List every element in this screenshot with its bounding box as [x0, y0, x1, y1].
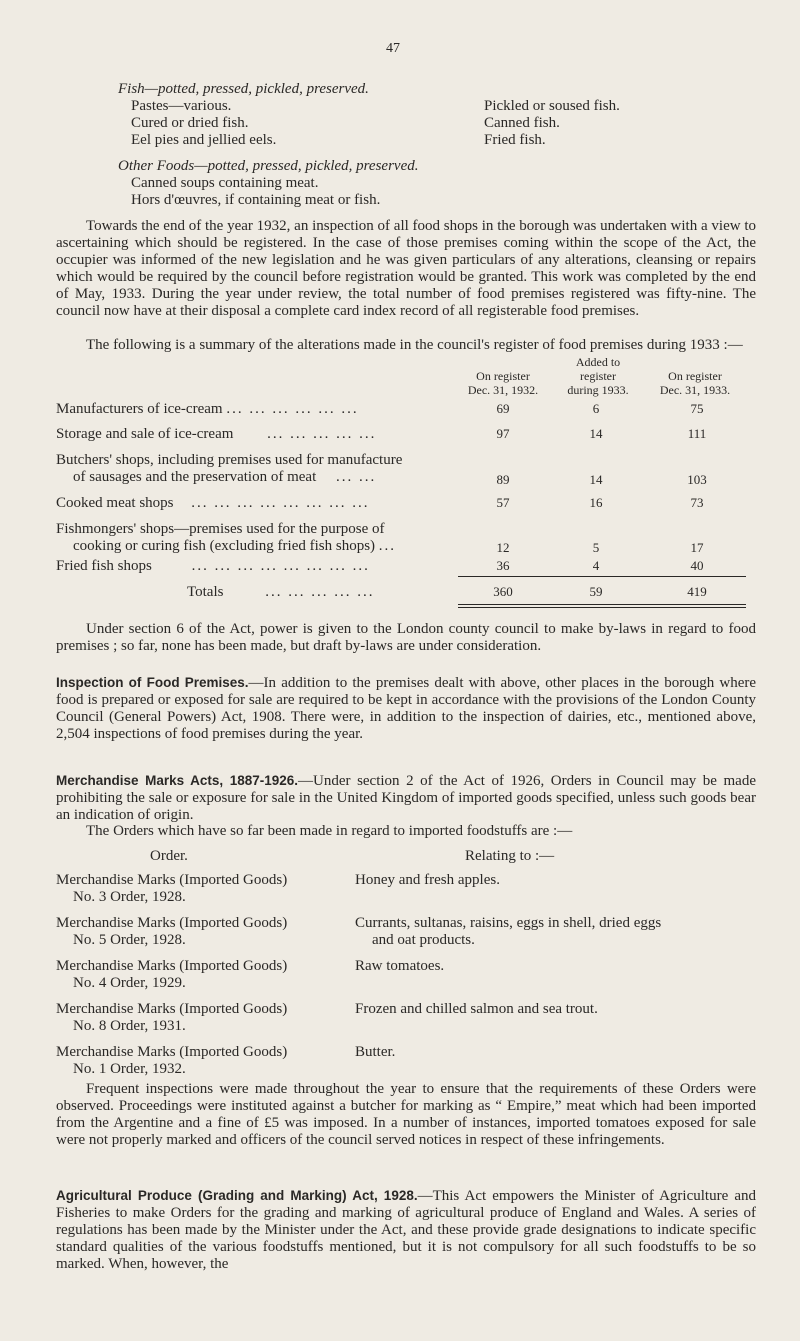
- orders-intro: The Orders which have so far been made in regard to imported foodstuffs are :—: [86, 823, 573, 839]
- table-cell: 4: [592, 558, 600, 573]
- header-line: Dec. 31, 1933.: [659, 383, 731, 397]
- table-cell: 75: [690, 401, 704, 416]
- order-name: Merchandise Marks (Imported Goods): [56, 915, 288, 931]
- totals-double-rule-top: [458, 604, 746, 605]
- table-row-label: [56, 452, 402, 469]
- paragraph-merchandise-marks: [56, 772, 756, 824]
- header-line: On register: [668, 369, 722, 383]
- table-total-cell: 360: [493, 584, 513, 599]
- fish-item: Eel pies and jellied eels.: [131, 132, 277, 148]
- table-header-col2: [558, 355, 638, 397]
- header-line: On register: [476, 369, 530, 383]
- table-row-label: [56, 426, 376, 443]
- table-cell: 14: [589, 426, 603, 441]
- table-header-col1: [458, 369, 548, 397]
- orders-column-order: Order.: [150, 848, 188, 864]
- header-line: Dec. 31, 1932.: [467, 383, 539, 397]
- table-cell: 97: [496, 426, 510, 441]
- order-relating: Raw tomatoes.: [355, 958, 445, 974]
- orders-column-relating: Relating to :—: [465, 848, 555, 864]
- table-total-cell: 59: [589, 584, 603, 599]
- row-label-text: Cooked meat shops: [56, 495, 174, 511]
- table-cell: 40: [690, 558, 704, 573]
- paragraph-inspection-food-premises: [56, 674, 756, 743]
- order-name: Merchandise Marks (Imported Goods): [56, 872, 288, 888]
- section-heading: Inspection of Food Premises.: [56, 675, 249, 690]
- leader-dots: ...: [378, 538, 397, 554]
- table-cell: 57: [496, 495, 510, 510]
- order-number: No. 8 Order, 1931.: [73, 1018, 186, 1034]
- table-total-cell: 419: [687, 584, 707, 599]
- fish-item: Pastes—various.: [131, 98, 232, 114]
- table-row-label: [73, 469, 376, 486]
- page-number: 47: [386, 41, 400, 56]
- row-label-text: Fried fish shops: [56, 558, 152, 574]
- table-cell: 69: [496, 401, 510, 416]
- section-heading: Agricultural Produce (Grading and Marking) Act, 1928.: [56, 1188, 418, 1203]
- table-cell: 36: [496, 558, 510, 573]
- leader-dots: ... ... ... ... ... ... ... ...: [191, 558, 370, 574]
- other-foods-item: Hors d'œuvres, if containing meat or fish.: [131, 192, 381, 208]
- table-row-label: [56, 401, 359, 418]
- fish-item: Canned fish.: [484, 115, 560, 131]
- row-label-text: cooking or curing fish (excluding fried fish shops): [73, 538, 376, 554]
- row-label-text: Fishmongers' shops—premises used for the purpose of: [56, 521, 385, 537]
- order-number: No. 4 Order, 1929.: [73, 975, 186, 991]
- row-label-text: of sausages and the preservation of meat: [73, 469, 317, 485]
- order-relating: Frozen and chilled salmon and sea trout.: [355, 1001, 598, 1017]
- order-name: Merchandise Marks (Imported Goods): [56, 1044, 288, 1060]
- fish-item: Fried fish.: [484, 132, 546, 148]
- table-cell: 14: [589, 472, 603, 487]
- leader-dots: ... ... ... ... ...: [267, 426, 377, 442]
- table-row-label: [56, 558, 370, 575]
- header-line: during 1933.: [567, 383, 629, 397]
- table-row-label: [73, 538, 396, 555]
- table-row-label: [56, 521, 385, 538]
- order-name: Merchandise Marks (Imported Goods): [56, 1001, 288, 1017]
- order-number: No. 3 Order, 1928.: [73, 889, 186, 905]
- table-header-col3: [645, 369, 745, 397]
- table-row-label: [56, 495, 370, 512]
- order-number: No. 1 Order, 1932.: [73, 1061, 186, 1077]
- leader-dots: ... ...: [336, 469, 377, 485]
- summary-intro: The following is a summary of the alterations made in the council's register of food premises during 1933 :—: [86, 337, 743, 353]
- table-cell: 111: [687, 426, 707, 441]
- table-cell: 12: [496, 540, 510, 555]
- section-text: —In addition to the premises dealt with above, other places in the borough where food is prepared or exposed for sale are required to be kept in accordance with the provisions of the London County Council (General Powers) Act, 1908. There were, in addition to the inspection of dairies, etc., mentioned above, 2,504 inspections of food premises during the year.: [56, 675, 756, 742]
- order-number: No. 5 Order, 1928.: [73, 932, 186, 948]
- table-cell: 73: [690, 495, 704, 510]
- table-cell: 17: [690, 540, 704, 555]
- totals-double-rule-bottom: [458, 607, 746, 608]
- order-name: Merchandise Marks (Imported Goods): [56, 958, 288, 974]
- section-text: —This Act empowers the Minister of Agriculture and Fisheries to make Orders for the grading and marking of agricultural produce of England and Wales. A series of regulations has been made by the Minister under the Act, and these provide grade designations to indicate specific standard qualities of the various foodstuffs mentioned, but it is not compulsory for all such foodstuffs to be so marked. When, however, the: [56, 1188, 756, 1272]
- section-heading: Merchandise Marks Acts, 1887-1926.: [56, 773, 299, 788]
- paragraph-section-6: Under section 6 of the Act, power is given to the London county council to make by-laws in regard to food premises ; so far, none has been made, but draft by-laws are under consideration.: [56, 621, 756, 654]
- fish-heading: Fish—potted, pressed, pickled, preserved.: [118, 81, 369, 97]
- other-foods-item: Canned soups containing meat.: [131, 175, 319, 191]
- table-cell: 6: [592, 401, 600, 416]
- order-relating: Butter.: [355, 1044, 396, 1060]
- table-cell: 103: [687, 472, 707, 487]
- totals-text: Totals: [187, 584, 224, 600]
- header-line: register: [580, 369, 616, 383]
- fish-item: Pickled or soused fish.: [484, 98, 620, 114]
- fish-item: Cured or dried fish.: [131, 115, 249, 131]
- order-relating: and oat products.: [372, 932, 475, 948]
- paragraph-frequent-inspections: Frequent inspections were made throughout the year to ensure that the requirements of these Orders were observed. Proceedings were instituted against a butcher for marking as “ Empire,” meat which had been imported from the Argentine and a fine of £5 was imposed. In a number of instances, imported tomatoes exposed for sale were not properly marked and officers of the council served notices in respect of these infringements.: [56, 1081, 756, 1148]
- row-label-text: Storage and sale of ice-cream: [56, 426, 234, 442]
- paragraph-agricultural-produce: [56, 1187, 756, 1273]
- table-cell: 5: [592, 540, 600, 555]
- section-text: —Under section 2 of the Act of 1926, Orders in Council may be made prohibiting the sale or exposure for sale in the United Kingdom of imported goods specified, unless such goods bear an indication of origin.: [56, 773, 756, 823]
- totals-top-rule: [458, 576, 746, 577]
- other-foods-heading: Other Foods—potted, pressed, pickled, preserved.: [118, 158, 419, 174]
- totals-label: [187, 584, 374, 601]
- header-line: Added to: [575, 355, 621, 369]
- leader-dots: ... ... ... ... ... ... ... ...: [191, 495, 370, 511]
- paragraph-inspection-1932: Towards the end of the year 1932, an inspection of all food shops in the borough was undertaken with a view to ascertaining which should be registered. In the case of those premises coming within the scope of the Act, the occupier was informed of the new legislation and he was given particulars of any alterations, cleansing or repairs which would be required by the council before registration would be granted. This work was completed by the end of May, 1933. During the year under review, the total number of food premises registered was fifty-nine. The council now have at their disposal a complete card index record of all registerable food premises.: [56, 218, 756, 319]
- table-cell: 89: [496, 472, 510, 487]
- order-relating: Currants, sultanas, raisins, eggs in shell, dried eggs: [355, 915, 662, 931]
- leader-dots: ... ... ... ... ...: [265, 584, 375, 600]
- row-label-text: Butchers' shops, including premises used for manufacture: [56, 452, 403, 468]
- row-label-text: Manufacturers of ice-cream: [56, 401, 223, 417]
- order-relating: Honey and fresh apples.: [355, 872, 500, 888]
- leader-dots: ... ... ... ... ... ...: [226, 401, 359, 417]
- table-cell: 16: [589, 495, 603, 510]
